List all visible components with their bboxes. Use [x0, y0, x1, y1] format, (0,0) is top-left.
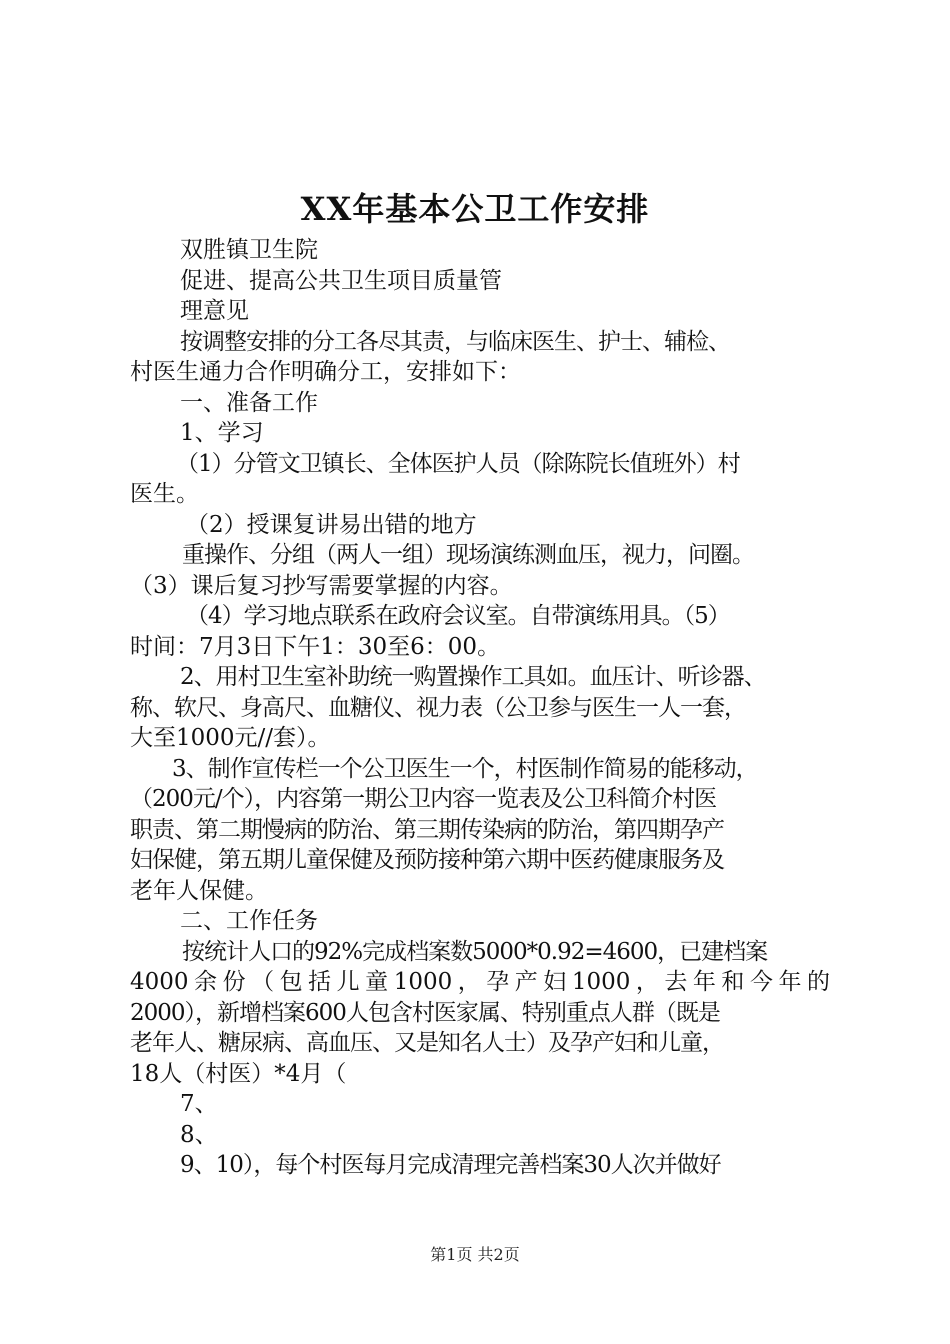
text-line: 一、准备工作: [180, 389, 318, 416]
text-line: 7、: [180, 1091, 218, 1117]
text-line: 职责、第二期慢病的防治、第三期传染病的防治，第四期孕产: [130, 816, 724, 843]
text-line: 老年人、糖尿病、高血压、又是知名人士）及孕产妇和儿童，: [130, 1030, 724, 1056]
text-line: 称、软尺、身高尺、血糖仪、视力表（公卫参与医生一人一套，: [130, 694, 746, 721]
text-line: （3）课后复习抄写需要掌握的内容。: [130, 572, 513, 599]
text-line: 二、工作任务: [180, 908, 318, 934]
text-line: 大至1000元//套）。: [130, 725, 331, 751]
text-line: 医生。: [130, 481, 199, 507]
text-line: 3、制作宣传栏一个公卫医生一个，村医制作简易的能移动，: [172, 755, 758, 782]
text-line: 18人（村医）*4月（: [130, 1060, 347, 1087]
text-line: 老年人保健。: [130, 877, 268, 904]
text-line: 4000余份（包括儿童1000，孕产妇1000，去年和今年的: [130, 969, 830, 995]
text-line: 9、10），每个村医每月完成清理完善档案30人次并做好: [180, 1152, 721, 1178]
text-line: 2、用村卫生室补助统一购置操作工具如。血压计、听诊器、: [180, 664, 766, 690]
page-number-footer: 第1页 共2页: [430, 1245, 520, 1264]
document-title: XX年基本公卫工作安排: [300, 190, 650, 228]
text-line: 按调整安排的分工各尽其责，与临床医生、护士、辅检、: [180, 328, 730, 355]
text-line: （1）分管文卫镇长、全体医护人员（除陈院长值班外）村: [176, 450, 740, 477]
text-line: 促进、提高公共卫生项目质量管: [180, 267, 502, 294]
text-line: 按统计人口的92%完成档案数5000*0.92=4600，已建档案: [182, 938, 768, 965]
text-line: 1、学习: [180, 420, 264, 446]
text-line: （4）学习地点联系在政府会议室。自带演练用具。（5）: [186, 603, 730, 629]
text-line: 8、: [180, 1121, 218, 1148]
document-body: [130, 235, 830, 1181]
text-line: 2000），新增档案600人包含村医家属、特别重点人群（既是: [130, 999, 720, 1026]
text-line: 理意见: [180, 298, 249, 324]
text-line: 时间：7月3日下午1：30至6：00。: [130, 633, 501, 660]
text-line: （200元/个），内容第一期公卫内容一览表及公卫科简介村医: [130, 786, 717, 812]
text-line: 妇保健，第五期儿童保健及预防接种第六期中医药健康服务及: [130, 847, 724, 873]
text-line: 重操作、分组（两人一组）现场演练测血压，视力，问圈。: [182, 542, 754, 568]
text-line: 村医生通力合作明确分工，安排如下：: [130, 359, 521, 385]
text-line: 双胜镇卫生院: [180, 237, 318, 263]
text-line: （2）授课复讲易出错的地方: [186, 511, 477, 538]
